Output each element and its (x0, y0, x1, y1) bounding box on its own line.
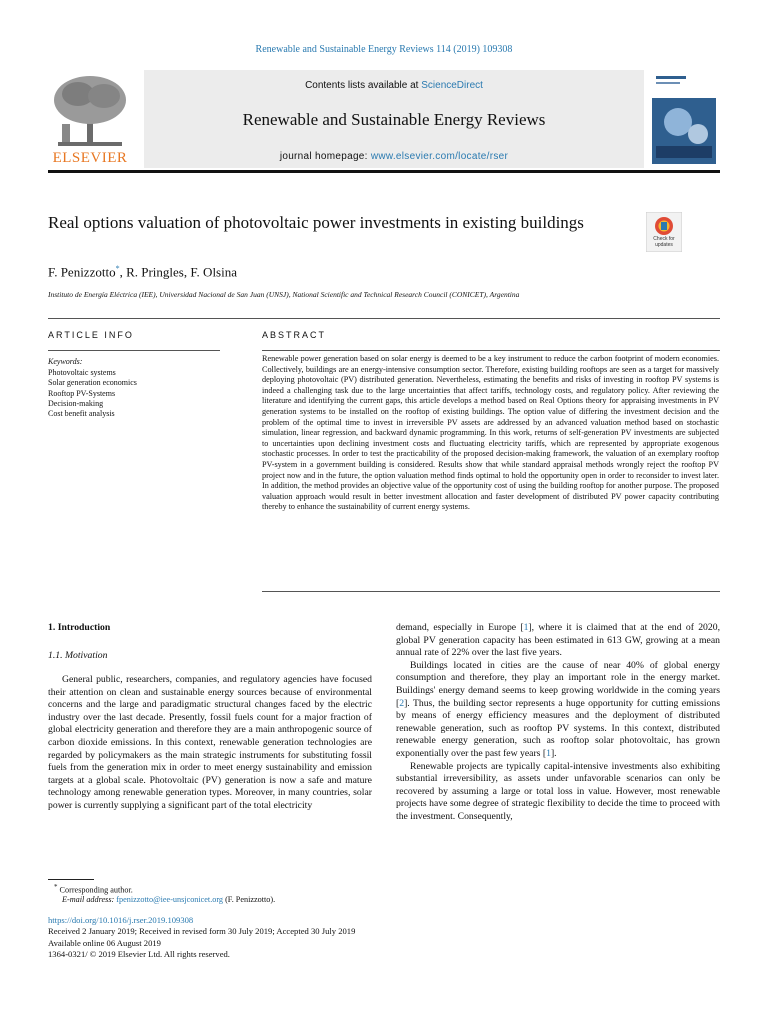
author-others: , R. Pringles, F. Olsina (119, 264, 237, 280)
reference-link[interactable]: 1 (546, 747, 551, 759)
article-info-heading: ARTICLE INFO (48, 330, 134, 340)
section-heading-introduction: 1. Introduction (48, 622, 111, 633)
homepage-line (144, 151, 644, 162)
contents-prefix: Contents lists available at (305, 80, 422, 91)
footnote-text: Corresponding author. (57, 885, 133, 895)
journal-citation[interactable]: Renewable and Sustainable Energy Reviews 114 (2019) 109308 (255, 44, 513, 55)
journal-cover-thumbnail[interactable] (652, 72, 716, 164)
abstract-bottom-rule (262, 591, 720, 592)
abstract-heading: ABSTRACT (262, 330, 327, 340)
check-for-updates-badge[interactable] (646, 212, 682, 252)
email-link[interactable]: fpenizzotto@iee-unsjconicet.org (116, 895, 224, 904)
keyword-item: Rooftop PV-Systems (48, 388, 116, 398)
copyright: 1364-0321/ © 2019 Elsevier Ltd. All rights reserved. (48, 949, 230, 960)
contents-line (144, 80, 644, 91)
author-line (48, 264, 237, 280)
sciencedirect-link[interactable]: ScienceDirect (421, 80, 483, 91)
elsevier-tree-logo (48, 72, 132, 164)
keyword-item: Photovoltaic systems (48, 368, 116, 377)
elsevier-wordmark: ELSEVIER (52, 150, 128, 166)
reference-link[interactable]: 1 (523, 622, 529, 633)
affiliation: Instituto de Energía Eléctrica (IEE), Universidad Nacional de San Juan (UNSJ), National Scientific and Technical Research Council (CONICET), Argentina (48, 290, 520, 299)
body-column-left: General public, researchers, companies, and regulatory agencies have focused their attention on clean and sustainable energy sources because of environmental concerns and the large and paradigmatic structural changes faced by the electric industry over the last decade. Presently, fossil fuels count for a major fraction of global electricity generation and therefore they are a main anthropogenic source of carbon dioxide emissions. In this context, renewable generation technologies are regarded by policymakers as the main strategic instruments for substituting fossil fuels from the generation mix in order to meet energy sustainability and emission targets at a global scale. Photovoltaic (PV) generation is now a safe and mature technology among renewable generation types. Moreover, in many countries, solar power is currently supplying a significant part of the total electricity (48, 674, 372, 811)
paragraph (396, 622, 720, 660)
text-run: demand, especially in Europe [ (396, 622, 524, 633)
doi-link[interactable]: https://doi.org/10.1016/j.rser.2019.109308 (48, 915, 194, 925)
keyword-item: Cost benefit analysis (48, 409, 115, 419)
email-suffix: (F. Penizzotto). (223, 895, 276, 904)
footnote-marker: * (54, 883, 58, 891)
corresponding-author-marker[interactable]: * (115, 264, 120, 273)
reference-link[interactable]: 2 (399, 697, 405, 709)
info-rule (48, 350, 220, 351)
text-run: Buildings located in cities are the cause of near 40% of global energy consumption and therefore, they play an important role in the energy market. Buildings' energy demand seems to keep growing worldwide in the coming years [ (396, 659, 720, 709)
header-rule (48, 170, 720, 173)
text-run: ], where it is claimed that at the end of 2020, global PV generation capacity has been estimated in 613 GW, growing at a mean annual rate of 22% over the last five years. (396, 622, 720, 659)
keyword-item: Solar generation economics (48, 378, 137, 388)
author-penizzotto[interactable]: F. Penizzotto (48, 264, 116, 280)
info-top-rule (48, 318, 720, 319)
journal-title[interactable]: Renewable and Sustainable Energy Reviews (242, 110, 546, 129)
keywords-label: Keywords: (48, 357, 83, 366)
text-run: ]. (550, 747, 557, 759)
subsection-heading-motivation: 1.1. Motivation (48, 650, 108, 661)
paragraph: Renewable projects are typically capital-intensive investments also exhibiting substantial irreversibility, as assets under unfavorable scenarios can only be recovered by assuming a large or total loss in value. However, most renewable projects have some degree of strategic flexibility to decide the time to proceed with the investment. Consequently, (396, 760, 720, 822)
masthead (48, 70, 720, 168)
received-dates: Received 2 January 2019; Received in revised form 30 July 2019; Accepted 30 July 2019 (48, 926, 356, 937)
abstract-text: Renewable power generation based on solar energy is deemed to be a key instrument to reduce the carbon footprint of modern economies. Collectively, buildings are an energy-intensive consumption sector. Therefore, existing building rooftops are seen as a target for massively deploying photovoltaic (PV) distributed generation. Nevertheless, estimating the benefits and risks of investing in rooftop PV systems is indeed a challenging task due to the large uncertainties that affect tariffs, technology costs, and regulatory policy. After reviewing the literature and identifying the current gaps, this article develops a method based on Real Options theory for appraising investments in PV generation systems to be installed on the rooftop of existing buildings. The option value of differing the investment decision and the problem of the optimal time to invest in irreversible PV assets are addressed by an advanced valuation method based on stochastic simulation, linear regression, and backward dynamic programming. In this work, returns of self-generation PV investments are subjected to uncertainties upon declining investment costs and fluctuating electricity tariffs, which are represented by appropriate exogenous stochastic processes. In order to test the practicability of the proposed decision-making framework, the valuation of an exemplary rooftop PV-system in a government building is considered. Results show that while standard appraisal methods wrongly reject the rooftop PV project now and in the future, the option valuation method finds optimal to hold the opportunity open in order to reconsider to invest later. In addition, the method provides an objective value of the opportunity cost of using the building rooftop for another purpose. The proposed valuation approach would result in better investment allocation and faster development of distributed PV power capacity contributing thereby to enhance the sustainability of current energy systems. (262, 354, 719, 512)
check-updates-label: Check for updates (653, 236, 675, 248)
footnote-rule (48, 879, 94, 880)
homepage-prefix: journal homepage: (279, 151, 371, 162)
paragraph (396, 660, 720, 761)
keywords-list (48, 368, 137, 419)
email-footnote (62, 894, 275, 905)
online-date: Available online 06 August 2019 (48, 937, 161, 948)
text-run: ]. Thus, the building sector represents a huge opportunity for cutting emissions by means of energy efficiency measures and the deployment of distributed renewable generation, such as rooftop PV systems. In this context, distributed renewable energy generation, such as rooftop solar photovoltaic, has grown exponentially over the past few years [ (396, 697, 720, 759)
body-column-right (396, 622, 720, 824)
email-label: E-mail address: (62, 895, 117, 904)
abstract-rule (262, 350, 720, 351)
keyword-item: Decision-making (48, 398, 104, 408)
homepage-link[interactable]: www.elsevier.com/locate/rser (370, 151, 509, 162)
article-metadata (48, 915, 355, 961)
journal-band (144, 70, 644, 168)
article-title: Real options valuation of photovoltaic power investments in existing buildings (48, 213, 584, 232)
